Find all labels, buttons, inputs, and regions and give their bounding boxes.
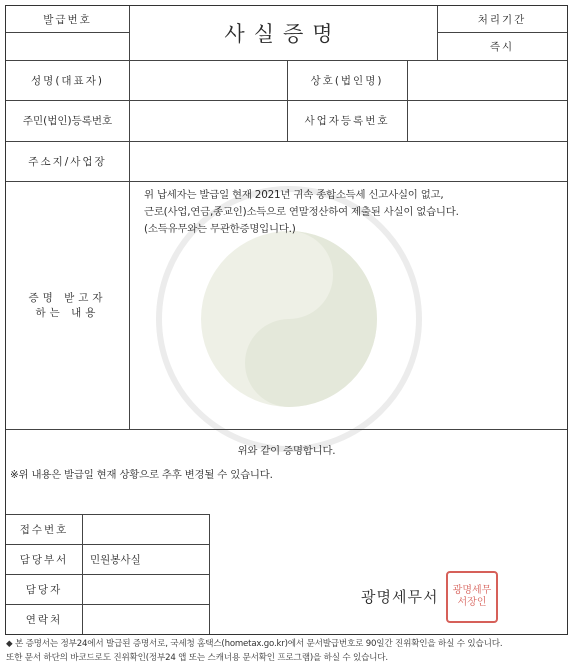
footer-line-2: 또한 문서 하단의 바코드로도 진위확인(정부24 앱 또는 스캐너용 문서확인 프로그램)을 하실 수 있습니다. [6, 653, 388, 663]
receipt-number-value [82, 514, 209, 544]
seal-text: 광명세무서장인 [452, 585, 492, 608]
certification-label-line1: 증명 받고자 [28, 292, 107, 304]
change-notice: ※위 내용은 발급일 현재 상황으로 추후 변경될 수 있습니다. [10, 469, 273, 481]
issue-number-label: 발급번호 [43, 13, 92, 26]
address-label: 주소지/사업장 [28, 155, 107, 168]
resident-number-value [129, 100, 287, 141]
department-label: 담당부서 [19, 553, 69, 566]
trade-name-label: 상호(법인명) [310, 74, 384, 87]
certification-line: 위 납세자는 발급일 현재 2021년 귀속 종합소득세 신고사실이 없고, [144, 189, 444, 201]
receipt-number-label: 접수번호 [19, 523, 69, 536]
certification-label [6, 181, 129, 429]
business-number-value [407, 100, 567, 141]
certification-content [144, 187, 564, 238]
trade-name-value [407, 60, 567, 100]
contact-value [82, 604, 209, 634]
address-value [129, 141, 567, 181]
certification-line: (소득유무와는 무관한증명입니다.) [144, 223, 296, 235]
resident-number-label: 주민(법인)등록번호 [22, 115, 113, 127]
contact-label: 연락처 [25, 613, 63, 626]
department-value: 민원봉사실 [90, 553, 141, 566]
document-title: 사실증명 [224, 22, 342, 46]
confirmation-statement: 위와 같이 증명합니다. [237, 445, 336, 457]
issuer-office-name: 광명세무서 [361, 588, 439, 606]
business-number-label: 사업자등록번호 [304, 115, 390, 127]
processing-period-label: 처리기간 [477, 13, 527, 26]
officer-label: 담당자 [25, 583, 63, 596]
name-label: 성명(대표자) [31, 74, 104, 87]
name-value [129, 60, 287, 100]
official-seal [446, 571, 498, 623]
officer-value [82, 574, 209, 604]
certificate-document [5, 5, 568, 635]
certification-label-line2: 하는 내용 [35, 307, 100, 319]
footer-line-1: ◆ 본 증명서는 정부24에서 발급된 증명서로, 국세청 홈택스(hometax.go.kr)에서 문서발급번호로 90일간 진위확인을 하실 수 있습니다. [6, 639, 503, 649]
processing-period-value: 즉시 [489, 40, 515, 53]
certification-line: 근로(사업,연금,종교인)소득으로 연말정산하여 제출된 사실이 없습니다. [144, 206, 459, 218]
